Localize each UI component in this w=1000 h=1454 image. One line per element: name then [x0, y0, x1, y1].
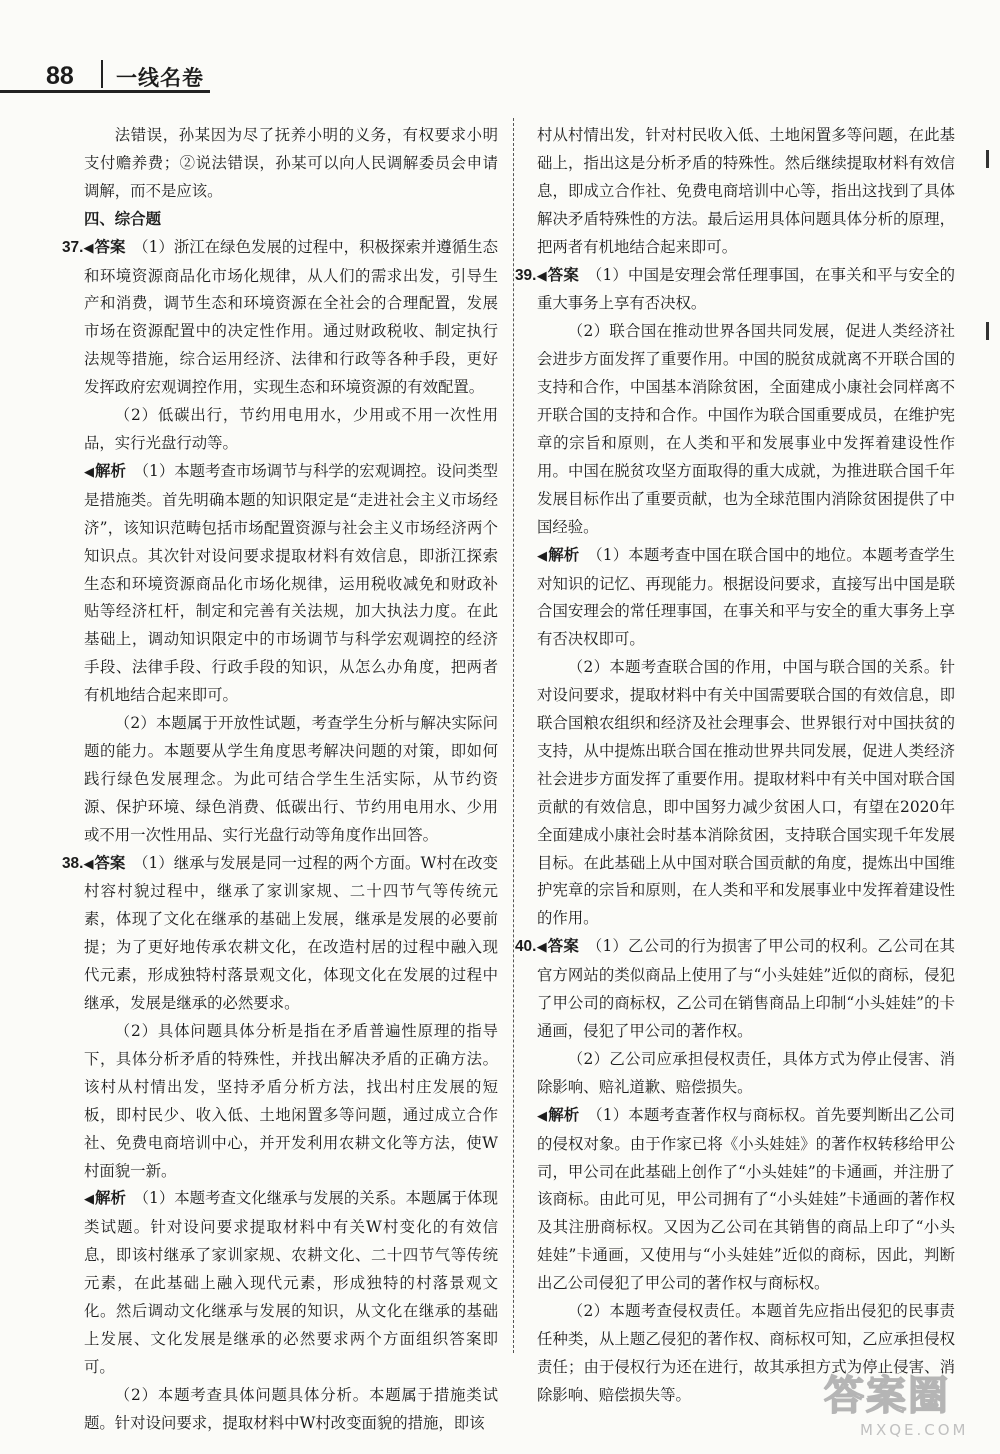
q40-analysis-2: （2）本题考查侵权责任。本题首先应指出侵犯的民事责任种类，从上题乙侵犯的著作权、商标权可知，乙应承担侵权责任；由于侵权行为还在进行，故其承担方式为停止侵害、消除影响、赔偿损失等。 [537, 1302, 955, 1404]
continued-paragraph: 村从村情出发，针对村民收入低、土地闲置多等问题，在此基础上，指出这是分析矛盾的特殊性。然后继续提取材料有效信息，即成立合作社、免费电商培训中心等，指出这找到了具体解决矛盾特殊性的方法。最后运用具体问题具体分析的原理，把两者有机地结合起来即可。 [537, 126, 955, 256]
analysis-tag [84, 1189, 126, 1207]
answer-tag [83, 854, 125, 872]
q38-analysis-2: （2）本题考查具体问题具体分析。本题属于措施类试题。针对设问要求，提取材料中W村改变面貌的措施，即该 [84, 1385, 498, 1432]
q40-answer [515, 933, 956, 1046]
analysis-tag [537, 1106, 579, 1124]
answer-text: （1）继承与发展是同一过程的两个方面。W村在改变村容村貌过程中，继承了家训家规、二十四节气等传统元素，体现了文化在继承的基础上发展，继承是发展的必要前提；为了更好地传承农耕文化，在改造村居的过程中融入现代元素，形成独特村落景观文化，体现文化在发展的过程中继承，发展是继承的必然要求。 [84, 853, 498, 1013]
q39-answer-2: （2）联合国在推动世界各国共同发展，促进人类经济社会进步方面发挥了重要作用。中国的脱贫成就离不开联合国的支持和合作，中国基本消除贫困，全面建成小康社会同样离不开联合国的支持和合作。中国作为联合国重要成员，在维护宪章的宗旨和原则，在人类和平和发展事业中发挥着建设性作用。中国在脱贫攻坚方面取得的重大成就，为推进联合国千年发展目标作出了重要贡献，也为全球范围内消除贫困提供了中国经验。 [537, 322, 955, 536]
answer-label: 答案 [547, 937, 579, 956]
analysis-text: （1）本题考查文化继承与发展的关系。本题属于体现类试题。针对设问要求提取材料中有关W村变化的有效信息，即该村继承了家训家规、农耕文化、二十四节气等传统元素，在此基础上融入现代元素，形成独特的村落景观文化。然后调动文化继承与发展的知识，从文化在继承的基础上发展、文化发展是继承的必然要求两个方面组织答案即可。 [84, 1189, 498, 1376]
question-number: 40. [515, 938, 537, 956]
watermark-main: 答案圈 [824, 1373, 950, 1419]
q37-analysis [84, 458, 498, 710]
page-header [0, 52, 215, 94]
analysis-marker-icon: ◀ [537, 548, 548, 564]
analysis-label: 解析 [95, 461, 126, 480]
analysis-marker-icon: ◀ [537, 1108, 548, 1124]
answer-text: （1）乙公司的行为损害了甲公司的权利。乙公司在其官方网站的类似商品上使用了与“小头娃娃”近似的商标，侵犯了甲公司的商标权，乙公司在销售商品上印制“小头娃娃”的卡通画，侵犯了甲公司的著作权。 [537, 937, 956, 1040]
section-title: 四、综合题 [84, 209, 161, 228]
q37-answer-2: （2）低碳出行，节约用电用水，少用或不用一次性用品，实行光盘行动等。 [84, 406, 498, 452]
page-number: 88 [46, 62, 74, 90]
answer-tag [536, 937, 579, 955]
answer-tag [83, 238, 125, 256]
analysis-text: （1）本题考查中国在联合国中的地位。本题考查学生对知识的记忆、再现能力。根据设问要求，直接写出中国是联合国安理会的常任理事国，在事关和平与安全的重大事务上享有否决权即可。 [537, 545, 956, 649]
answer-label: 答案 [94, 853, 126, 872]
answer-tag [536, 266, 579, 284]
left-column [62, 122, 498, 1438]
answer-marker-icon: ◀ [83, 856, 94, 872]
analysis-label: 解析 [548, 545, 580, 564]
analysis-marker-icon: ◀ [84, 464, 95, 480]
analysis-label: 解析 [548, 1105, 580, 1124]
header-rule [0, 90, 210, 93]
column-divider [513, 118, 514, 1353]
answer-text: （1）浙江在绿色发展的过程中，积极探索并遵循生态和环境资源商品化市场化规律，从人们的需求出发，引导生产和消费，调节生态和环境资源在全社会的合理配置，发展市场在资源配置中的决定性作用。通过财政税收、制定执行法规等措施，综合运用经济、法律和行政等各种手段，更好发挥政府宏观调控作用，实现生态和环境资源的有效配置。 [84, 237, 498, 397]
q40-analysis [537, 1102, 955, 1298]
question-number: 38. [62, 854, 84, 872]
q38-answer [62, 850, 498, 1018]
watermark-logo [824, 1364, 994, 1444]
q38-analysis [84, 1185, 498, 1381]
answer-text: （1）中国是安理会常任理事国，在事关和平与安全的重大事务上享有否决权。 [537, 265, 956, 313]
q38-answer-2: （2）具体问题具体分析是指在矛盾普遍性原理的指导下，具体分析矛盾的特殊性，并找出解决矛盾的正确方法。该村从村情出发，坚持矛盾分析方法，找出村庄发展的短板，即村民少、收入低、土地闲置多等问题，通过成立合作社、免费电商培训中心，并开发利用农耕文化等方法，使W村面貌一新。 [84, 1022, 498, 1180]
answer-label: 答案 [94, 237, 126, 256]
analysis-tag [84, 462, 126, 480]
q39-analysis [537, 542, 955, 655]
analysis-text: （1）本题考查市场调节与科学的宏观调控。设问类型是措施类。首先明确本题的知识限定是“走进社会主义市场经济”，该知识范畴包括市场配置资源与社会主义市场经济两个知识点。其次针对设问要求提取材料有效信息，即浙江探索生态和环境资源商品化市场化规律，运用税收减免和财政补贴等经济杠杆，制定和完善有关法规，加大执法力度。在此基础上，调动知识限定中的市场调节与科学宏观调控的经济手段、法律手段、行政手段的知识，从怎么办角度，把两者有机地结合起来即可。 [84, 461, 498, 705]
scan-edge-mark [986, 322, 989, 340]
answer-marker-icon: ◀ [536, 940, 547, 956]
header-divider [101, 60, 103, 88]
watermark-sub: MXQE.COM [860, 1421, 969, 1439]
q39-analysis-2: （2）本题考查联合国的作用，中国与联合国的关系。针对设问要求，提取材料中有关中国需要联合国的有效信息，即联合国粮农组织和经济及社会理事会、世界银行对中国扶贫的支持，从中提炼出联合国在推动世界共同发展，促进人类经济社会进步方面发挥了重要作用。提取材料中有关中国对联合国贡献的有效信息，即中国努力减少贫困人口，有望在2020年全面建成小康社会时基本消除贫困，支持联合国实现千年发展目标。在此基础上从中国对联合国贡献的角度，提炼出中国维护宪章的宗旨和原则，在人类和平和发展事业中发挥着建设性的作用。 [537, 658, 955, 928]
answer-marker-icon: ◀ [83, 240, 94, 256]
analysis-marker-icon: ◀ [84, 1192, 95, 1208]
q37-answer [62, 234, 498, 402]
answer-label: 答案 [547, 265, 579, 284]
q40-answer-2: （2）乙公司应承担侵权责任，具体方式为停止侵害、消除影响、赔礼道歉、赔偿损失。 [537, 1049, 955, 1096]
right-column [515, 122, 956, 1410]
analysis-label: 解析 [95, 1189, 126, 1208]
question-number: 39. [515, 266, 537, 284]
analysis-text: （1）本题考查著作权与商标权。首先要判断出乙公司的侵权对象。由于作家已将《小头娃娃》的著作权转移给甲公司，甲公司在此基础上创作了“小头娃娃”的卡通画，并注册了该商标。由此可见，甲公司拥有了“小头娃娃”卡通画的著作权及其注册商标权。又因为乙公司在其销售的商品上印了“小头娃娃”卡通画，又使用与“小头娃娃”近似的商标，因此，判断出乙公司侵犯了甲公司的著作权与商标权。 [537, 1105, 956, 1293]
continued-paragraph: 法错误，孙某因为尽了抚养小明的义务，有权要求小明支付赡养费；②说法错误，孙某可以向人民调解委员会申请调解，而不是应该。 [84, 126, 498, 200]
q37-analysis-2: （2）本题属于开放性试题，考查学生分析与解决实际问题的能力。本题要从学生角度思考解决问题的对策，即如何践行绿色发展理念。为此可结合学生生活实际，从节约资源、保护环境、绿色消费、低碳出行、节约用电用水、少用或不用一次性用品、实行光盘行动等角度作出回答。 [84, 714, 498, 844]
analysis-tag [537, 546, 579, 564]
book-title: 一线名卷 [116, 66, 204, 90]
answer-marker-icon: ◀ [536, 268, 547, 284]
question-number: 37. [62, 238, 84, 256]
scan-edge-mark [986, 150, 989, 168]
q39-answer [515, 262, 956, 319]
